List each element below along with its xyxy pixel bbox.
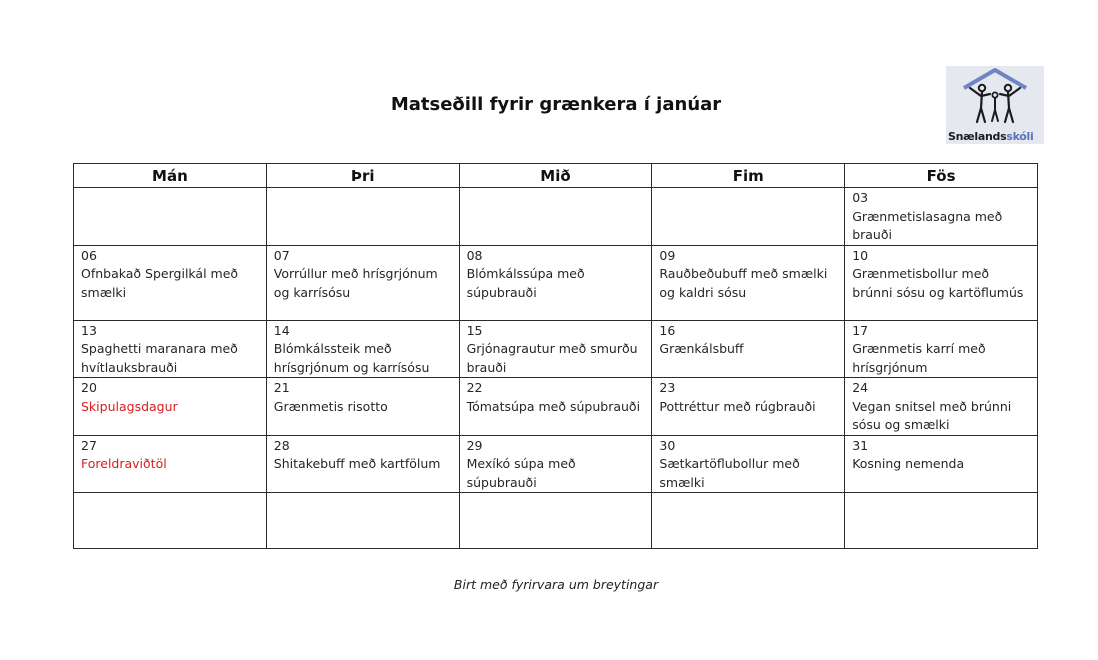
day-cell [266,245,459,320]
dish-text: Tómatsúpa með súpubrauði [466,398,641,414]
dish-text: Pottréttur með rúgbrauði [659,398,816,414]
dish-text: Rauðbeðubuff með smælki og kaldri sósu [659,266,828,300]
dish-text: Grænmetislasagna með brauði [852,208,1003,242]
day-cell [459,493,652,549]
logo-text-part1: Snælands [948,130,1007,143]
day-number: 22 [466,380,483,395]
day-cell [74,493,267,549]
day-cell [74,245,267,320]
day-number: 03 [852,190,869,205]
dish-text: Sætkartöflubollur með smælki [659,456,800,490]
table-row [74,188,1038,246]
school-logo-icon [946,66,1044,128]
day-cell [652,493,845,549]
dish-text: Grænmetis karrí með hrísgrjónum [852,341,986,375]
dish-text: Ofnbakað Spergilkál með smælki [81,266,239,300]
logo-text-part2: skóli [1006,130,1034,143]
day-number: 10 [852,247,869,263]
menu-table [73,163,1038,549]
day-cell [845,320,1038,378]
day-cell [266,493,459,549]
school-logo [946,66,1044,144]
header-monday: Mán [74,164,267,188]
day-cell [652,188,845,246]
day-cell [266,320,459,378]
table-row [74,493,1038,549]
dish-text: Blómkálssteik með hrísgrjónum og karrísósu [273,341,430,375]
day-cell [74,435,267,493]
table-row [74,245,1038,320]
logo-text [948,130,1034,143]
dish-text: Blómkálssúpa með súpubrauði [466,266,585,300]
day-number: 20 [81,380,97,395]
day-cell [652,378,845,436]
dish-text: Grjónagrautur með smurðu brauði [466,341,638,375]
day-cell [652,320,845,378]
header-tuesday: Þri [266,164,459,188]
header-thursday: Fim [652,164,845,188]
day-number: 29 [466,437,483,453]
day-cell [74,188,267,246]
day-cell [74,320,267,378]
day-number: 17 [852,322,869,338]
day-cell [266,378,459,436]
page-title: Matseðill fyrir grænkera í janúar [390,94,722,115]
day-number: 08 [466,247,483,263]
header-wednesday: Mið [459,164,652,188]
dish-text-highlight: Skipulagsdagur [81,398,178,414]
day-cell [74,378,267,436]
day-number: 23 [659,380,676,395]
day-number: 13 [81,322,97,338]
dish-text: Spaghetti maranara með hvítlauksbrauði [81,341,238,375]
day-number: 09 [659,247,676,263]
footer-note: Birt með fyrirvara um breytingar [453,577,659,592]
day-cell [845,188,1038,246]
day-cell [266,435,459,493]
dish-text: Grænmetisbollur með brúnni sósu og kartöflumús [852,266,1024,300]
header-row [74,164,1038,188]
table-row [74,378,1038,436]
day-number: 27 [81,437,97,453]
dish-text: Mexíkó súpa með súpubrauði [466,456,576,490]
day-cell [845,378,1038,436]
day-cell [652,245,845,320]
dish-text: Shitakebuff með kartfölum [273,456,441,471]
day-number: 31 [852,437,869,453]
day-cell [845,245,1038,320]
day-number: 24 [852,380,869,395]
day-number: 16 [659,322,676,338]
table-row [74,435,1038,493]
dish-text: Kosning nemenda [852,456,965,471]
day-number: 14 [273,322,290,338]
day-number: 15 [466,322,483,338]
day-number: 07 [273,247,290,263]
day-number: 28 [273,437,290,453]
day-cell [845,435,1038,493]
day-cell [459,245,652,320]
day-cell [459,378,652,436]
dish-text: Vegan snitsel með brúnni sósu og smælki [852,398,1012,432]
day-number: 21 [273,380,290,395]
day-cell [459,188,652,246]
day-cell [652,435,845,493]
day-cell [845,493,1038,549]
day-cell [266,188,459,246]
table-row [74,320,1038,378]
day-cell [459,435,652,493]
day-number: 06 [81,247,97,263]
dish-text: Grænmetis risotto [273,398,388,414]
dish-text: Grænkálsbuff [659,341,744,356]
day-number: 30 [659,437,676,453]
header-friday: Fös [845,164,1038,188]
day-cell [459,320,652,378]
dish-text-highlight: Foreldraviðtöl [81,456,167,471]
dish-text: Vorrúllur með hrísgrjónum og karrísósu [273,266,438,300]
